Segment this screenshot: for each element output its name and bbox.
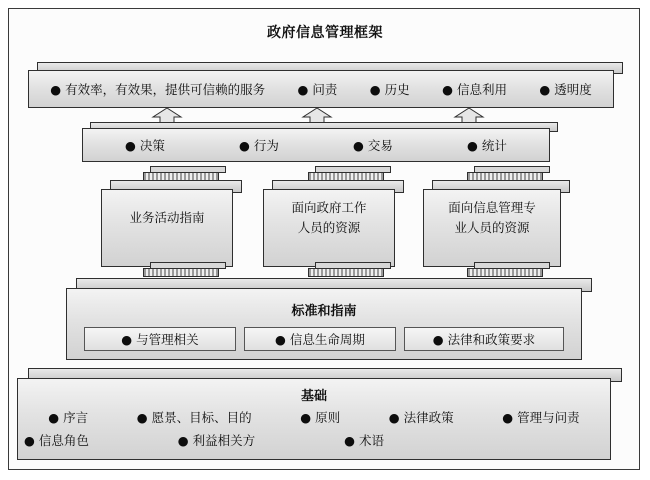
activity-item: ● 决策 [125,138,165,153]
resource-box-1 [101,189,233,267]
outcome-item: ● 透明度 [539,82,592,97]
foundation-item: ● 利益相关方 [177,433,256,448]
activity-item: ● 统计 [467,138,507,153]
resource-box-2-line1: 面向政府工作 [291,200,367,215]
outcome-item: ● 问责 [297,82,338,97]
standards-item-3: ● 法律和政策要求 [404,327,564,351]
outcomes-bar-items [34,70,608,108]
outcome-item: ● 历史 [369,82,410,97]
resource-box-2-text [263,198,395,238]
activity-item: ● 行为 [239,138,279,153]
foundation-row-1 [24,405,604,429]
outcome-item: ● 信息利用 [442,82,507,97]
resource-box-1-line1: 业务活动指南 [129,210,205,225]
activity-item: ● 交易 [353,138,393,153]
standards-heading: 标准和指南 [291,304,357,319]
resource-box-3-text [423,198,561,238]
foundation-item: ● 信息角色 [24,433,89,448]
resource-box-1-text [101,208,233,228]
outcome-item: ● 有效率，有效果，提供可信赖的服务 [50,82,266,97]
connector-ribbed [467,268,543,277]
standards-item-1: ● 与管理相关 [84,327,236,351]
resource-box-2-line2: 人员的资源 [297,220,361,235]
activities-bar-items [88,128,544,162]
foundation-item: ● 原则 [300,410,341,425]
resource-box-3-line2: 业人员的资源 [454,220,530,235]
foundation-item: ● 管理与问责 [502,410,580,425]
foundation-item: ● 术语 [344,433,384,448]
foundation-item: ● 法律政策 [388,410,454,425]
foundation-item: ● 愿景、目标、目的 [136,410,252,425]
connector-ribbed [308,268,384,277]
foundation-heading: 基础 [300,389,327,404]
resource-box-3-line1: 面向信息管理专 [448,200,536,215]
foundation-item: ● 序言 [48,410,89,425]
standards-item-2: ● 信息生命周期 [244,327,396,351]
page-title: 政府信息管理框架 [267,25,383,41]
foundation-row-2 [24,428,384,452]
connector-ribbed [143,268,219,277]
